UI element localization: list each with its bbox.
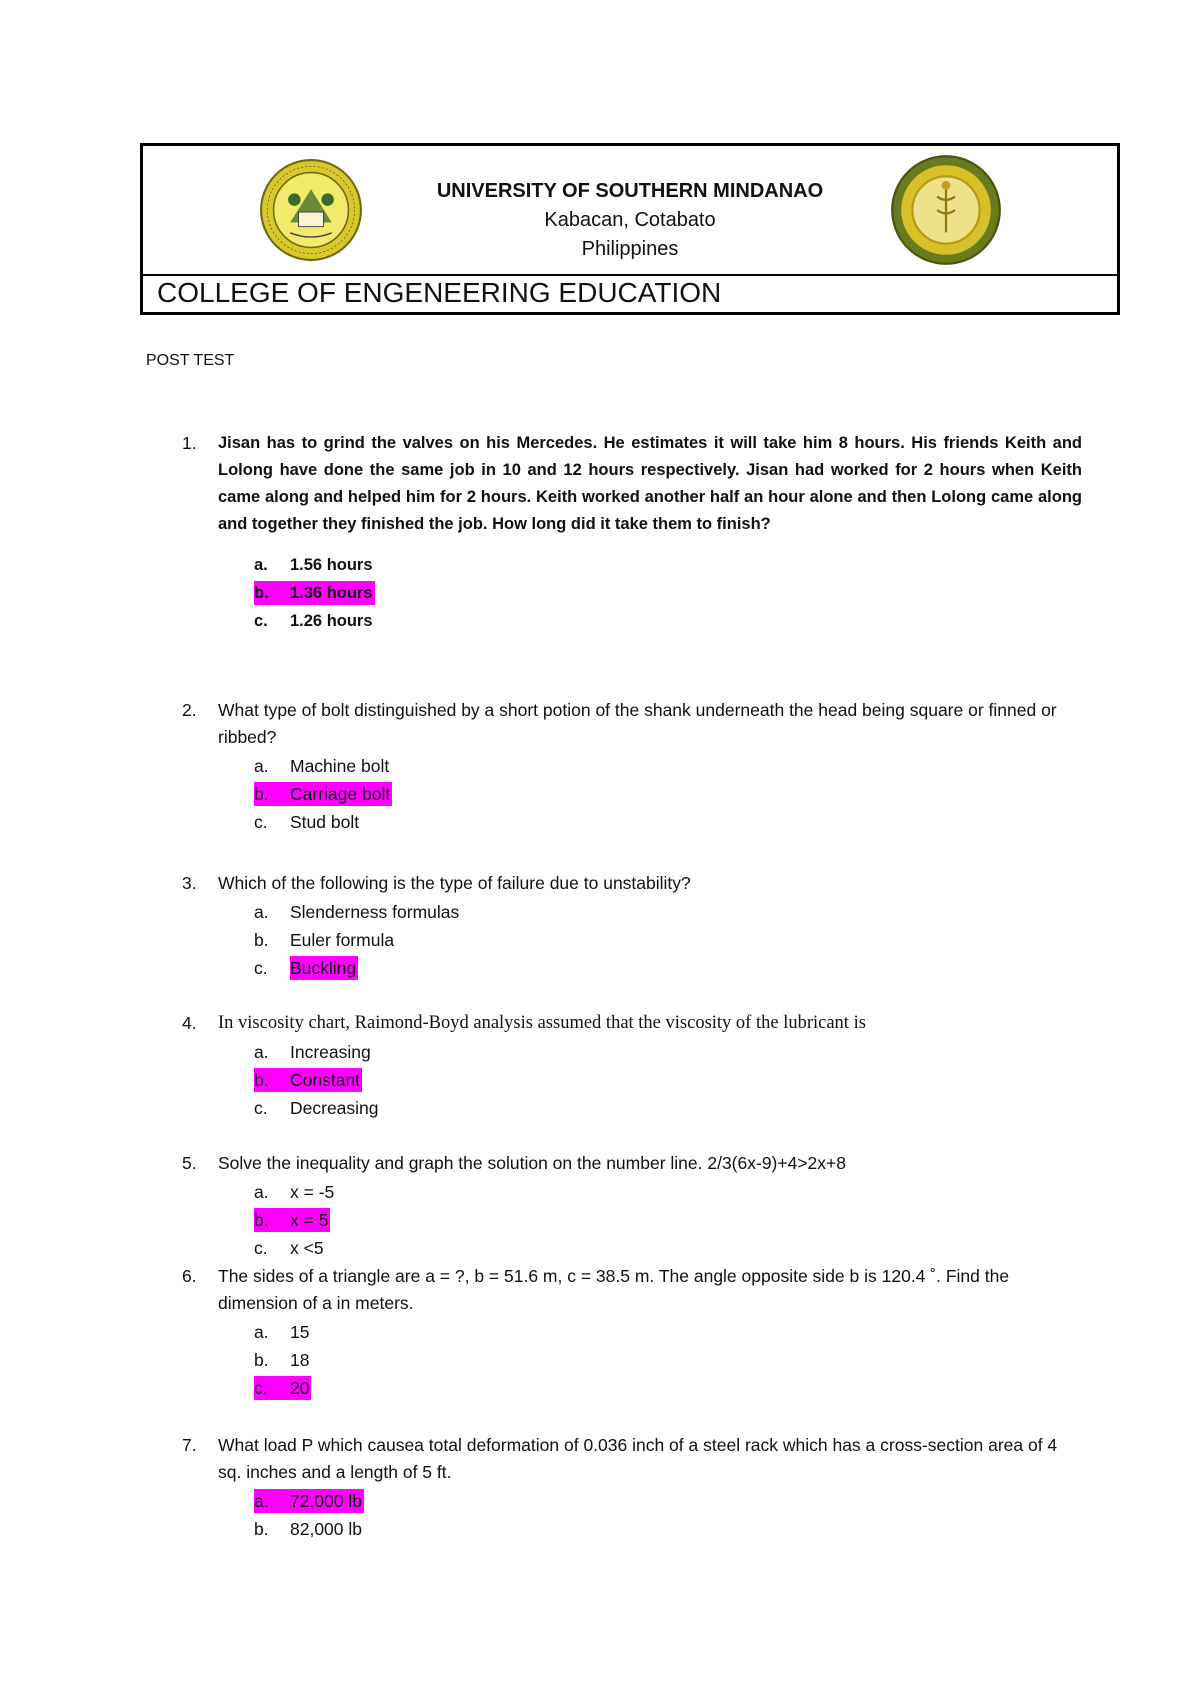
option-item: a. Slenderness formulas <box>254 902 460 922</box>
question-item <box>182 1263 1082 1402</box>
question-text: Solve the inequality and graph the solution on the number line. 2/3(6x-9)+4>2x+8 <box>218 1153 846 1173</box>
option-item-answer <box>254 1487 1082 1515</box>
university-name: UNIVERSITY OF SOUTHERN MINDANAO <box>436 180 824 202</box>
question-text: Jisan has to grind the valves on his Mercedes. He estimates it will take him 8 hours. His friends Keith and Lolong have done the same job in 10 and 12 hours respectively. Jisan had worked for 2 hours when Keith came along and helped him for 2 hours. Keith worked another half an hour alone and then Lolong came along and together they finished the job. How long did it take them to finish? <box>218 434 1082 533</box>
question-number: 1. <box>182 433 197 453</box>
option-item-answer <box>254 1206 1082 1234</box>
option-item: c. 1.26 hours <box>254 612 373 630</box>
answer-highlight: b. 1.36 hours <box>254 581 375 605</box>
question-number: 5. <box>182 1153 197 1173</box>
question-item <box>182 697 1082 836</box>
university-location: Kabacan, Cotabato <box>544 209 716 231</box>
option-list <box>254 1487 1082 1543</box>
option-item-answer <box>254 1066 1082 1094</box>
question-number: 7. <box>182 1435 197 1455</box>
header-top-row <box>143 146 1117 276</box>
page-title: POST TEST <box>146 352 235 369</box>
option-list <box>254 1178 1082 1262</box>
question-number: 2. <box>182 700 197 720</box>
question-number: 6. <box>182 1266 197 1286</box>
option-item: b. Euler formula <box>254 930 395 950</box>
college-of-health-sciences-seal-icon <box>890 154 1002 266</box>
option-list <box>254 551 1082 635</box>
option-list <box>254 752 1082 836</box>
option-item: c. Decreasing <box>254 1098 379 1118</box>
option-item: a. Increasing <box>254 1042 371 1062</box>
option-item-answer <box>254 780 1082 808</box>
option-item: b. 82,000 lb <box>254 1519 363 1539</box>
question-item <box>182 1432 1082 1543</box>
question-text: The sides of a triangle are a = ?, b = 51.6 m, c = 38.5 m. The angle opposite side b is 120.4 ˚. Find the dimension of a in meters. <box>218 1266 1010 1313</box>
option-list <box>254 1318 1082 1402</box>
option-item-answer <box>254 1374 1082 1402</box>
question-number: 3. <box>182 873 197 893</box>
option-item: a. 1.56 hours <box>254 556 373 574</box>
option-item: a. Machine bolt <box>254 756 390 776</box>
question-item <box>182 1010 1082 1122</box>
answer-highlight: b. Carriage bolt <box>254 784 391 804</box>
question-number: 4. <box>182 1013 197 1033</box>
option-item: a. 15 <box>254 1322 310 1342</box>
option-item: b. 18 <box>254 1350 310 1370</box>
college-title: COLLEGE OF ENGENEERING EDUCATION <box>157 277 722 308</box>
question-item <box>182 430 1082 635</box>
university-country: Philippines <box>581 238 679 260</box>
answer-highlight: a. 72,000 lb <box>254 1491 363 1511</box>
option-item-answer: c. Buckling <box>254 958 357 978</box>
option-list <box>254 1038 1082 1122</box>
question-item <box>182 1150 1082 1262</box>
answer-highlight: b. x = 5 <box>254 1210 329 1230</box>
question-text: What load P which causea total deformation of 0.036 inch of a steel rack which has a cross-section area of 4 sq. inches and a length of 5 ft. <box>218 1435 1058 1482</box>
document-header <box>140 143 1120 315</box>
option-item: c. Stud bolt <box>254 812 360 832</box>
option-item: c. x <5 <box>254 1238 324 1258</box>
question-text: In viscosity chart, Raimond-Boyd analysis assumed that the viscosity of the lubricant is <box>218 1013 866 1033</box>
option-item: a. x = -5 <box>254 1182 335 1202</box>
question-item <box>182 870 1082 982</box>
question-text: What type of bolt distinguished by a short potion of the shank underneath the head being square or finned or ribbed? <box>218 700 1057 747</box>
option-list <box>254 898 1082 982</box>
answer-highlight: b. Constant <box>254 1070 361 1090</box>
question-text: Which of the following is the type of failure due to unstability? <box>218 873 691 893</box>
answer-highlight: c. 20 <box>254 1378 310 1398</box>
option-item-answer <box>254 579 1082 607</box>
answer-highlight: Buckling <box>290 958 357 978</box>
